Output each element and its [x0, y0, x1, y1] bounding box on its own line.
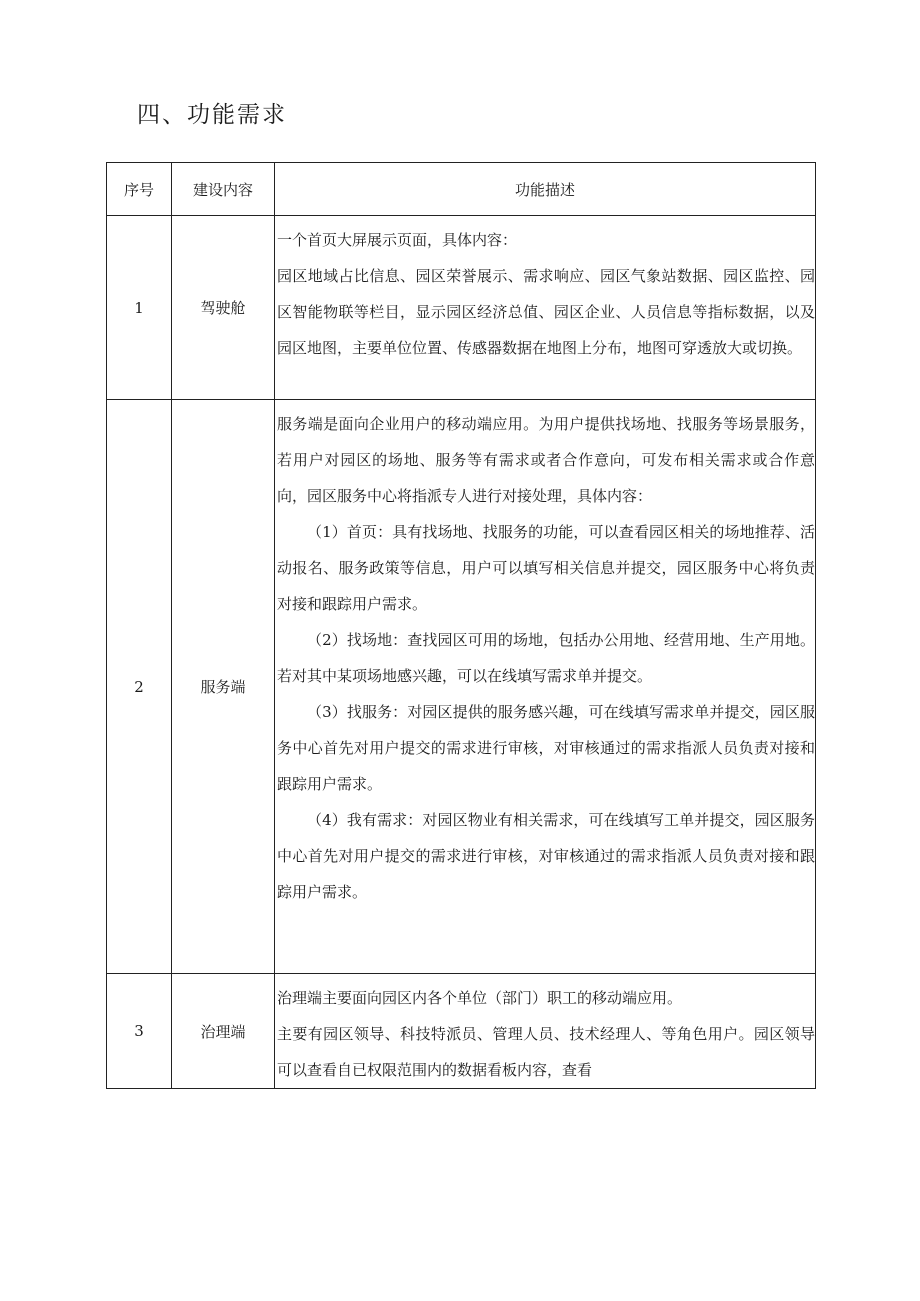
row-number: 1 — [107, 216, 172, 400]
description-paragraph: 园区地域占比信息、园区荣誉展示、需求响应、园区气象站数据、园区监控、园区智能物联等栏目，显示园区经济总值、园区企业、人员信息等指标数据，以及园区地图，主要单位位置、传感器数据在地图上分布，地图可穿透放大或切换。 — [277, 267, 815, 357]
description-paragraph: 一个首页大屏展示页面，具体内容： — [277, 231, 518, 249]
table-row — [107, 400, 816, 974]
table-row — [107, 974, 816, 1089]
description-paragraph: 主要有园区领导、科技特派员、管理人员、技术经理人、等角色用户。园区领导可以查看自已权限范围内的数据看板内容，查看 — [277, 1025, 815, 1079]
row-item: 治理端 — [172, 974, 275, 1089]
table-row — [107, 216, 816, 400]
row-description — [275, 216, 816, 400]
section-heading: 四、功能需求 — [137, 102, 287, 128]
row-description — [275, 400, 816, 974]
description-paragraph: （2）找场地：查找园区可用的场地，包括办公用地、经营用地、生产用地。若对其中某项场地感兴趣，可以在线填写需求单并提交。 — [277, 631, 815, 685]
header-item: 建设内容 — [172, 163, 275, 216]
table-header-row — [107, 163, 816, 216]
requirements-table — [106, 162, 816, 1089]
description-paragraph: （4）我有需求：对园区物业有相关需求，可在线填写工单并提交，园区服务中心首先对用户提交的需求进行审核，对审核通过的需求指派人员负责对接和跟踪用户需求。 — [277, 811, 815, 901]
row-number: 3 — [107, 974, 172, 1089]
description-paragraph: 治理端主要面向园区内各个单位（部门）职工的移动端应用。 — [277, 989, 683, 1007]
row-item: 驾驶舱 — [172, 216, 275, 400]
description-paragraph: （1）首页：具有找场地、找服务的功能，可以查看园区相关的场地推荐、活动报名、服务政策等信息，用户可以填写相关信息并提交，园区服务中心将负责对接和跟踪用户需求。 — [277, 523, 815, 613]
row-item: 服务端 — [172, 400, 275, 974]
row-number: 2 — [107, 400, 172, 974]
description-paragraph: （3）找服务：对园区提供的服务感兴趣，可在线填写需求单并提交，园区服务中心首先对用户提交的需求进行审核，对审核通过的需求指派人员负责对接和跟踪用户需求。 — [277, 703, 815, 793]
header-no: 序号 — [107, 163, 172, 216]
description-paragraph: 服务端是面向企业用户的移动端应用。为用户提供找场地、找服务等场景服务，若用户对园区的场地、服务等有需求或者合作意向，可发布相关需求或合作意向，园区服务中心将指派专人进行对接处理，具体内容： — [277, 415, 815, 505]
row-description — [275, 974, 816, 1089]
header-desc: 功能描述 — [275, 163, 816, 216]
